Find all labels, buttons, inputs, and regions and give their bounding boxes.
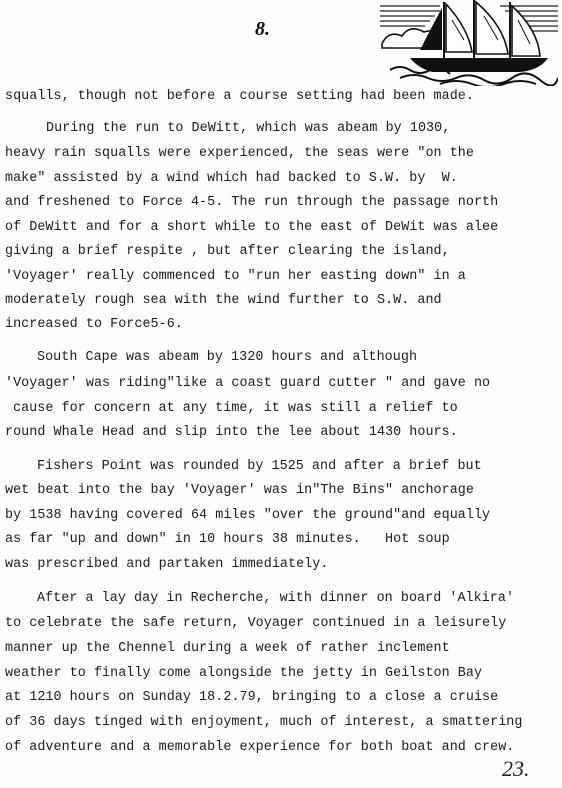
sailing-ship-illustration-icon [380, 0, 558, 86]
text-line: make" assisted by a wind which had backed to S.W. by W. [5, 171, 458, 186]
text-line: After a lay day in Recherche, with dinner on board 'Alkira' [37, 591, 515, 606]
text-line: During the run to DeWitt, which was abeam by 1030, [46, 121, 451, 136]
text-line: and freshened to Force 4-5. The run through the passage north [5, 195, 499, 210]
text-line: of DeWitt and for a short while to the east of DeWit was alee [5, 220, 499, 235]
text-line: 'Voyager' really commenced to "run her easting down" in a [5, 269, 466, 284]
text-line: 'Voyager' was riding"like a coast guard cutter " and gave no [5, 376, 491, 391]
text-line: wet beat into the bay 'Voyager' was in"The Bins" anchorage [5, 483, 474, 498]
text-line: heavy rain squalls were experienced, the seas were "on the [5, 146, 474, 161]
text-line: giving a brief respite , but after clearing the island, [5, 244, 450, 259]
text-line: was prescribed and partaken immediately. [5, 557, 329, 572]
text-line: round Whale Head and slip into the lee about 1430 hours. [5, 425, 458, 440]
text-line: of adventure and a memorable experience for both boat and crew. [5, 740, 515, 755]
page-number: 8. [255, 18, 270, 40]
text-line: squalls, though not before a course setting had been made. [5, 89, 474, 104]
text-line: manner up the Chennel during a week of rather inclement [5, 641, 450, 656]
text-line: weather to finally come alongside the jetty in Geilston Bay [5, 666, 483, 681]
text-line: South Cape was abeam by 1320 hours and although [37, 350, 418, 365]
text-line: moderately rough sea with the wind further to S.W. and [5, 293, 442, 308]
handwritten-page-number: 23. [502, 756, 530, 781]
text-line: as far "up and down" in 10 hours 38 minutes. Hot soup [5, 532, 450, 547]
text-line: Fishers Point was rounded by 1525 and after a brief but [37, 459, 482, 474]
text-line: cause for concern at any time, it was still a relief to [13, 401, 458, 416]
text-line: increased to Force5-6. [5, 317, 183, 332]
text-line: of 36 days tinged with enjoyment, much of interest, a smattering [5, 715, 523, 730]
text-line: to celebrate the safe return, Voyager continued in a leisurely [5, 616, 507, 631]
text-line: at 1210 hours on Sunday 18.2.79, bringing to a close a cruise [5, 690, 499, 705]
text-line: by 1538 having covered 64 miles "over the ground"and equally [5, 508, 491, 523]
